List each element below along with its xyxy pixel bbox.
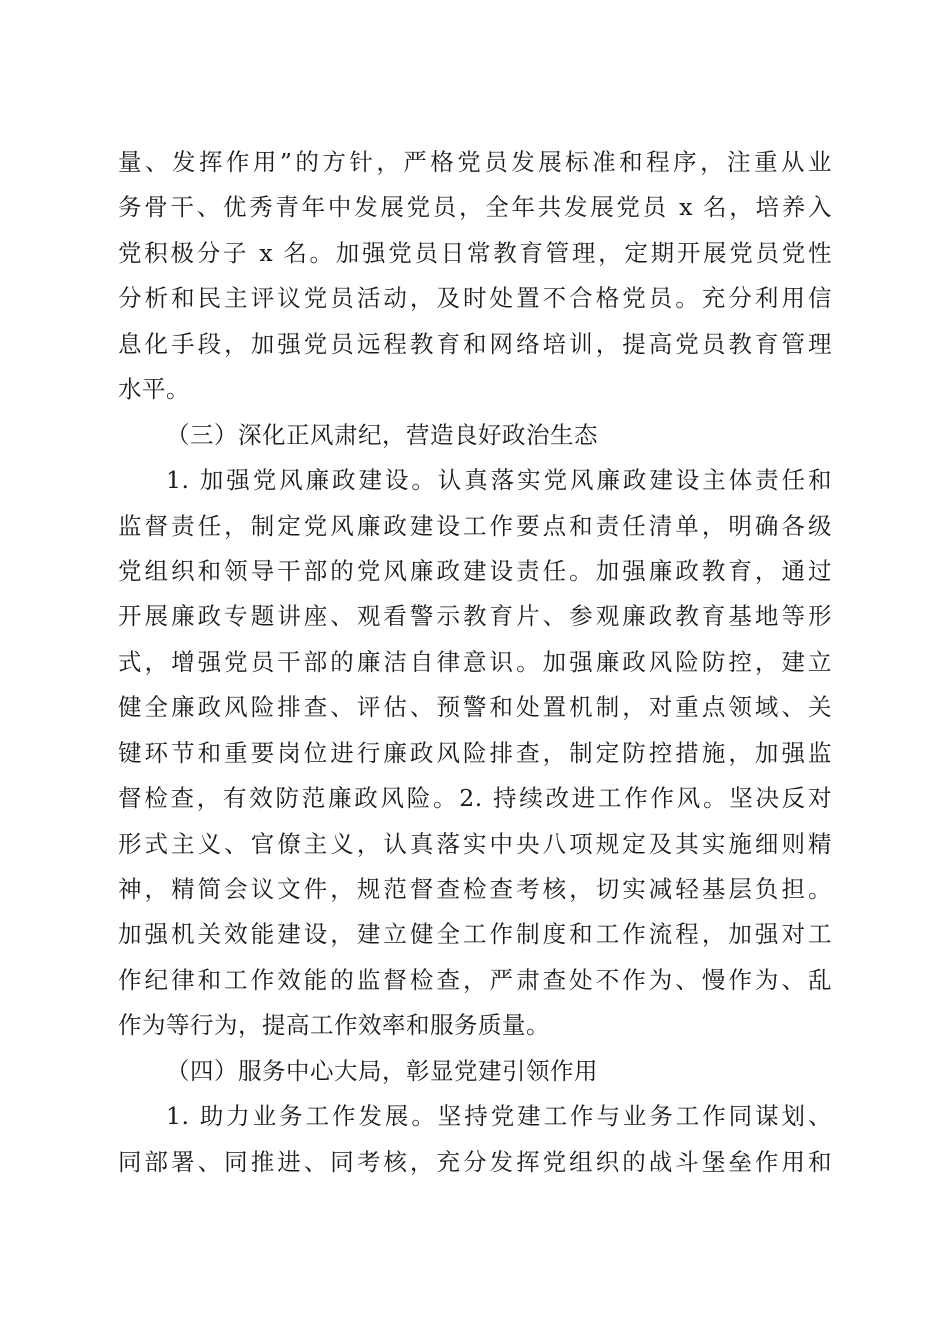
body-line: 党积极分子 x 名。加强党员日常教育管理，定期开展党员党性 [118, 238, 832, 267]
body-line: 键环节和重要岗位进行廉政风险排查，制定防控措施，加强监 [118, 738, 832, 767]
body-line: 量、发挥作用”的方针，严格党员发展标准和程序，注重从业 [118, 148, 832, 176]
body-line: 加强机关效能建设，建立健全工作制度和工作流程，加强对工 [118, 920, 832, 949]
body-line: 同部署、同推进、同考核，充分发挥党组织的战斗堡垒作用和 [118, 1147, 832, 1176]
body-line: 息化手段，加强党员远程教育和网络培训，提高党员教育管理 [118, 329, 832, 358]
body-line: 分析和民主评议党员活动，及时处置不合格党员。充分利用信 [118, 284, 832, 313]
body-line: 督检查，有效防范廉政风险。2. 持续改进工作作风。坚决反对 [118, 784, 832, 813]
body-line: 式，增强党员干部的廉洁自律意识。加强廉政风险防控，建立 [118, 647, 832, 676]
body-line: 1. 助力业务工作发展。坚持党建工作与业务工作同谋划、 [166, 1102, 832, 1131]
body-line: 务骨干、优秀青年中发展党员，全年共发展党员 x 名，培养入 [118, 193, 832, 222]
body-line: 作纪律和工作效能的监督检查，严肃查处不作为、慢作为、乱 [118, 965, 832, 994]
body-line: 党组织和领导干部的党风廉政建设责任。加强廉政教育，通过 [118, 556, 832, 585]
body-line: 1. 加强党风廉政建设。认真落实党风廉政建设主体责任和 [166, 466, 832, 495]
body-line: 监督责任，制定党风廉政建设工作要点和责任清单，明确各级 [118, 511, 832, 540]
body-line: 神，精简会议文件，规范督查检查考核，切实减轻基层负担。 [118, 875, 832, 903]
body-line: 健全廉政风险排查、评估、预警和处置机制，对重点领域、关 [118, 693, 832, 722]
body-line: 作为等行为，提高工作效率和服务质量。 [118, 1011, 550, 1040]
body-line: 开展廉政专题讲座、观看警示教育片、参观廉政教育基地等形 [118, 602, 832, 631]
document-page [118, 143, 832, 1188]
section-heading: （三）深化正风肃纪，营造良好政治生态 [166, 420, 598, 449]
section-heading: （四）服务中心大局，彰显党建引领作用 [166, 1056, 598, 1085]
body-line: 形式主义、官僚主义，认真落实中央八项规定及其实施细则精 [118, 829, 832, 858]
body-line: 水平。 [118, 375, 190, 404]
